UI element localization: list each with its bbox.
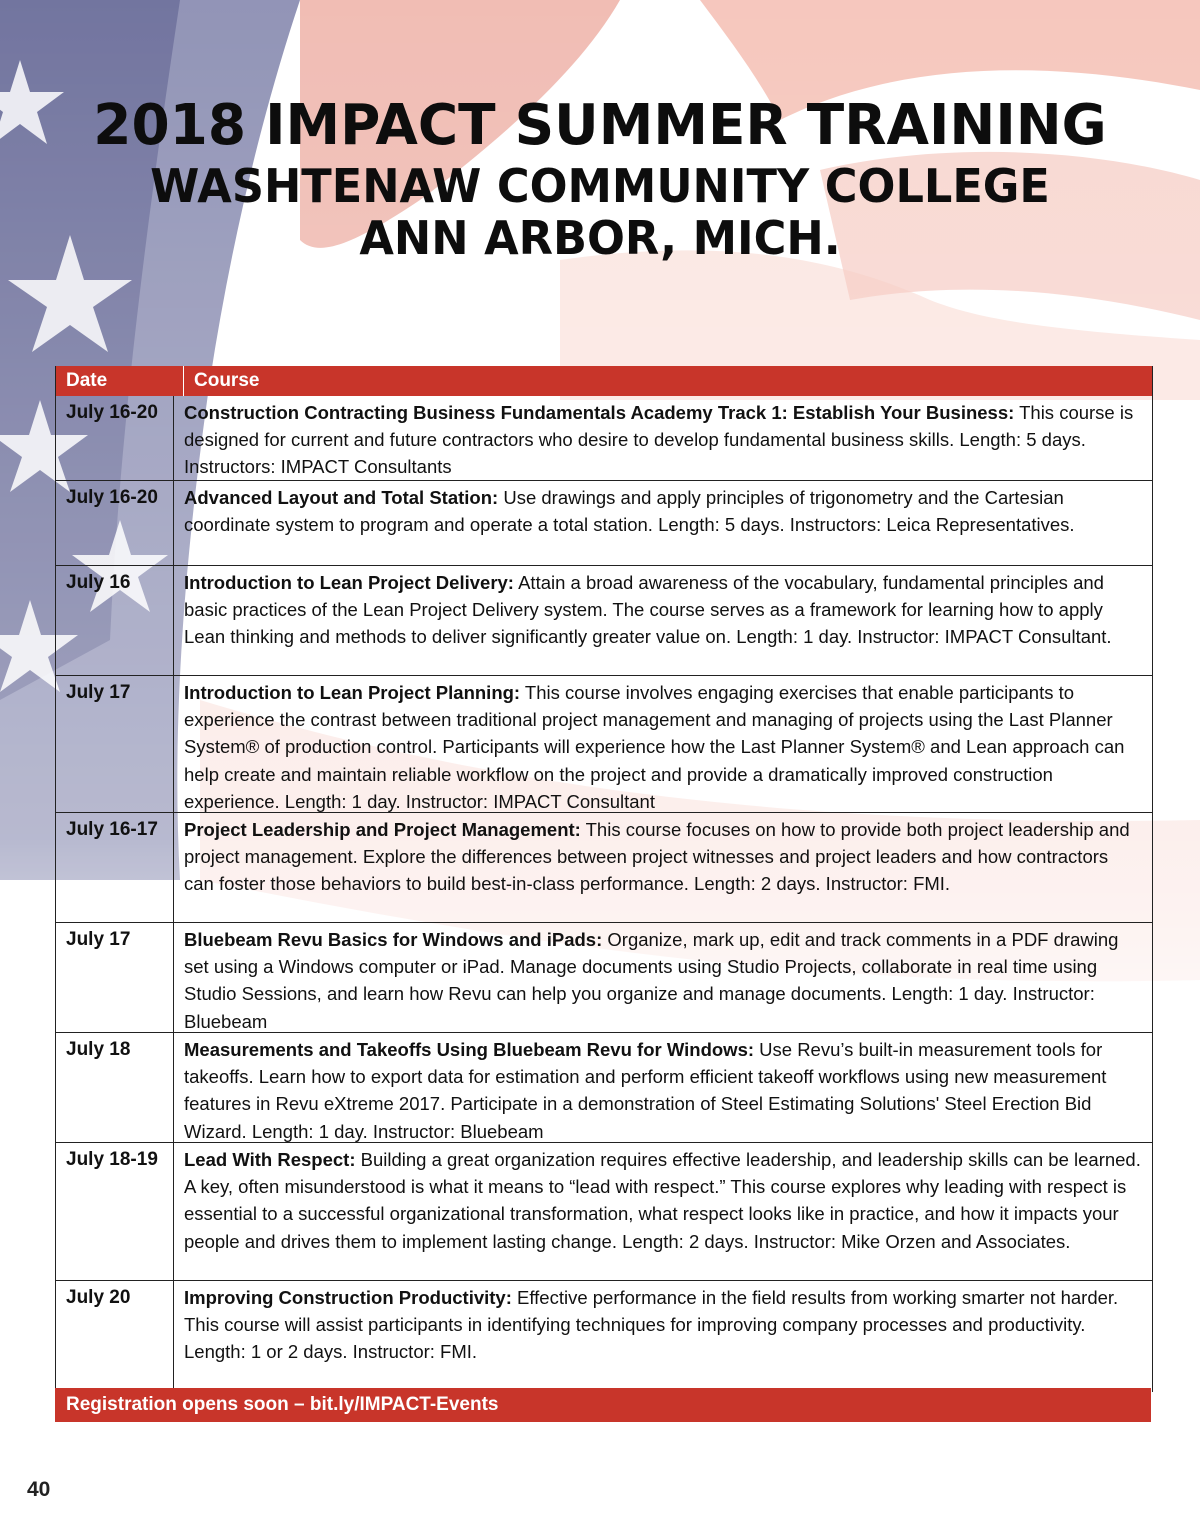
- course-name: Introduction to Lean Project Delivery:: [184, 572, 514, 593]
- row-date: July 16-20: [56, 396, 174, 480]
- row-course: [174, 676, 1152, 812]
- title-block: [0, 92, 1200, 264]
- page-title: 2018 IMPACT SUMMER TRAINING: [93, 93, 1107, 158]
- course-name: Project Leadership and Project Management:: [184, 819, 581, 840]
- table-row: [56, 1281, 1152, 1392]
- table-row: [56, 923, 1152, 1033]
- page-subtitle-location: ANN ARBOR, MICH.: [359, 211, 841, 265]
- table-row: [56, 813, 1152, 923]
- row-course: [174, 396, 1152, 480]
- date-column-header: Date: [56, 366, 184, 396]
- row-date: July 16-20: [56, 481, 174, 565]
- page-subtitle-college: WASHTENAW COMMUNITY COLLEGE: [150, 159, 1050, 213]
- course-column-header: Course: [194, 370, 260, 391]
- course-description: Building a great organization requires effective leadership, and leadership skills can be learned. A key, often misunderstood is what it means to “lead with respect.” This course explores why leading with respect is essential to a successful organizational transformation, what respect looks like in practice, and how it impacts your people and drives them to implement lasting change. Length: 2 days. Instructor: Mike Orzen and Associates.: [184, 1149, 1141, 1252]
- course-description: Use drawings and apply principles of trigonometry and the Cartesian coordinate system to program and operate a total station. Length: 5 days. Instructors: Leica Representatives.: [184, 487, 1075, 536]
- course-description: Use Revu’s built-in measurement tools for takeoffs. Learn how to export data for estimation and perform efficient takeoff workflows using new measurement features in Revu eXtreme 2017. Participate in a demonstration of Steel Estimating Solutions' Steel Erection Bid Wizard. Length: 1 day. Instructor: Bluebeam: [184, 1039, 1107, 1142]
- table-row: [56, 1143, 1152, 1281]
- table-header: [56, 366, 1152, 396]
- course-description: Attain a broad awareness of the vocabulary, fundamental principles and basic practices of the Lean Project Delivery system. The course serves as a framework for learning how to apply Lean thinking and methods to deliver significantly greater value on. Length: 1 day. Instructor: IMPACT Consultant.: [184, 572, 1112, 648]
- row-date: July 20: [56, 1281, 174, 1392]
- registration-banner: [55, 1388, 1151, 1422]
- registration-link-text[interactable]: Registration opens soon – bit.ly/IMPACT-Events: [66, 1394, 499, 1415]
- course-name: Introduction to Lean Project Planning:: [184, 682, 521, 703]
- row-course: [174, 813, 1152, 922]
- course-name: Lead With Respect:: [184, 1149, 356, 1170]
- course-name: Measurements and Takeoffs Using Bluebeam Revu for Windows:: [184, 1039, 755, 1060]
- row-date: July 16: [56, 566, 174, 675]
- table-row: [56, 396, 1152, 481]
- row-course: [174, 923, 1152, 1032]
- row-date: July 16-17: [56, 813, 174, 922]
- row-date: July 18-19: [56, 1143, 174, 1280]
- course-description: Organize, mark up, edit and track comments in a PDF drawing set using a Windows computer or iPad. Manage documents using Studio Projects, collaborate in real time using Studio Sessions, and learn how Revu can help you organize and manage documents. Length: 1 day. Instructor: Bluebeam: [184, 929, 1119, 1032]
- row-course: [174, 481, 1152, 565]
- course-description: Effective performance in the field results from working smarter not harder. This course will assist participants in identifying techniques for improving company processes and productivity. Length: 1 or 2 days. Instructor: FMI.: [184, 1287, 1119, 1363]
- course-description: This course is designed for current and future contractors who desire to develop fundamental business skills. Length: 5 days. Instructors: IMPACT Consultants: [184, 402, 1134, 478]
- table-row: [56, 481, 1152, 566]
- row-course: [174, 1033, 1152, 1142]
- course-description: This course involves engaging exercises that enable participants to experience the contrast between traditional project management and managing of projects using the Last Planner System® of production control. Participants will experience how the Last Planner System® and Lean approach can help create and maintain reliable workflow on the project and provide a dramatically improved construction experience. Length: 1 day. Instructor: IMPACT Consultant: [184, 682, 1125, 812]
- row-course: [174, 1143, 1152, 1280]
- course-name: Advanced Layout and Total Station:: [184, 487, 499, 508]
- table-row: [56, 1033, 1152, 1143]
- row-course: [174, 1281, 1152, 1392]
- row-date: July 17: [56, 923, 174, 1032]
- row-date: July 18: [56, 1033, 174, 1142]
- course-name: Bluebeam Revu Basics for Windows and iPads:: [184, 929, 603, 950]
- page-number: 40: [27, 1478, 51, 1501]
- table-row: [56, 676, 1152, 813]
- course-name: Construction Contracting Business Fundamentals Academy Track 1: Establish Your Business:: [184, 402, 1015, 423]
- row-date: July 17: [56, 676, 174, 812]
- table-row: [56, 566, 1152, 676]
- course-description: This course focuses on how to provide both project leadership and project management. Explore the differences between project witnesses and project leaders and how contractors can foster those behaviors to build best-in-class performance. Length: 2 days. Instructor: FMI.: [184, 819, 1130, 895]
- row-course: [174, 566, 1152, 675]
- course-name: Improving Construction Productivity:: [184, 1287, 512, 1308]
- course-schedule-table: [55, 366, 1153, 1392]
